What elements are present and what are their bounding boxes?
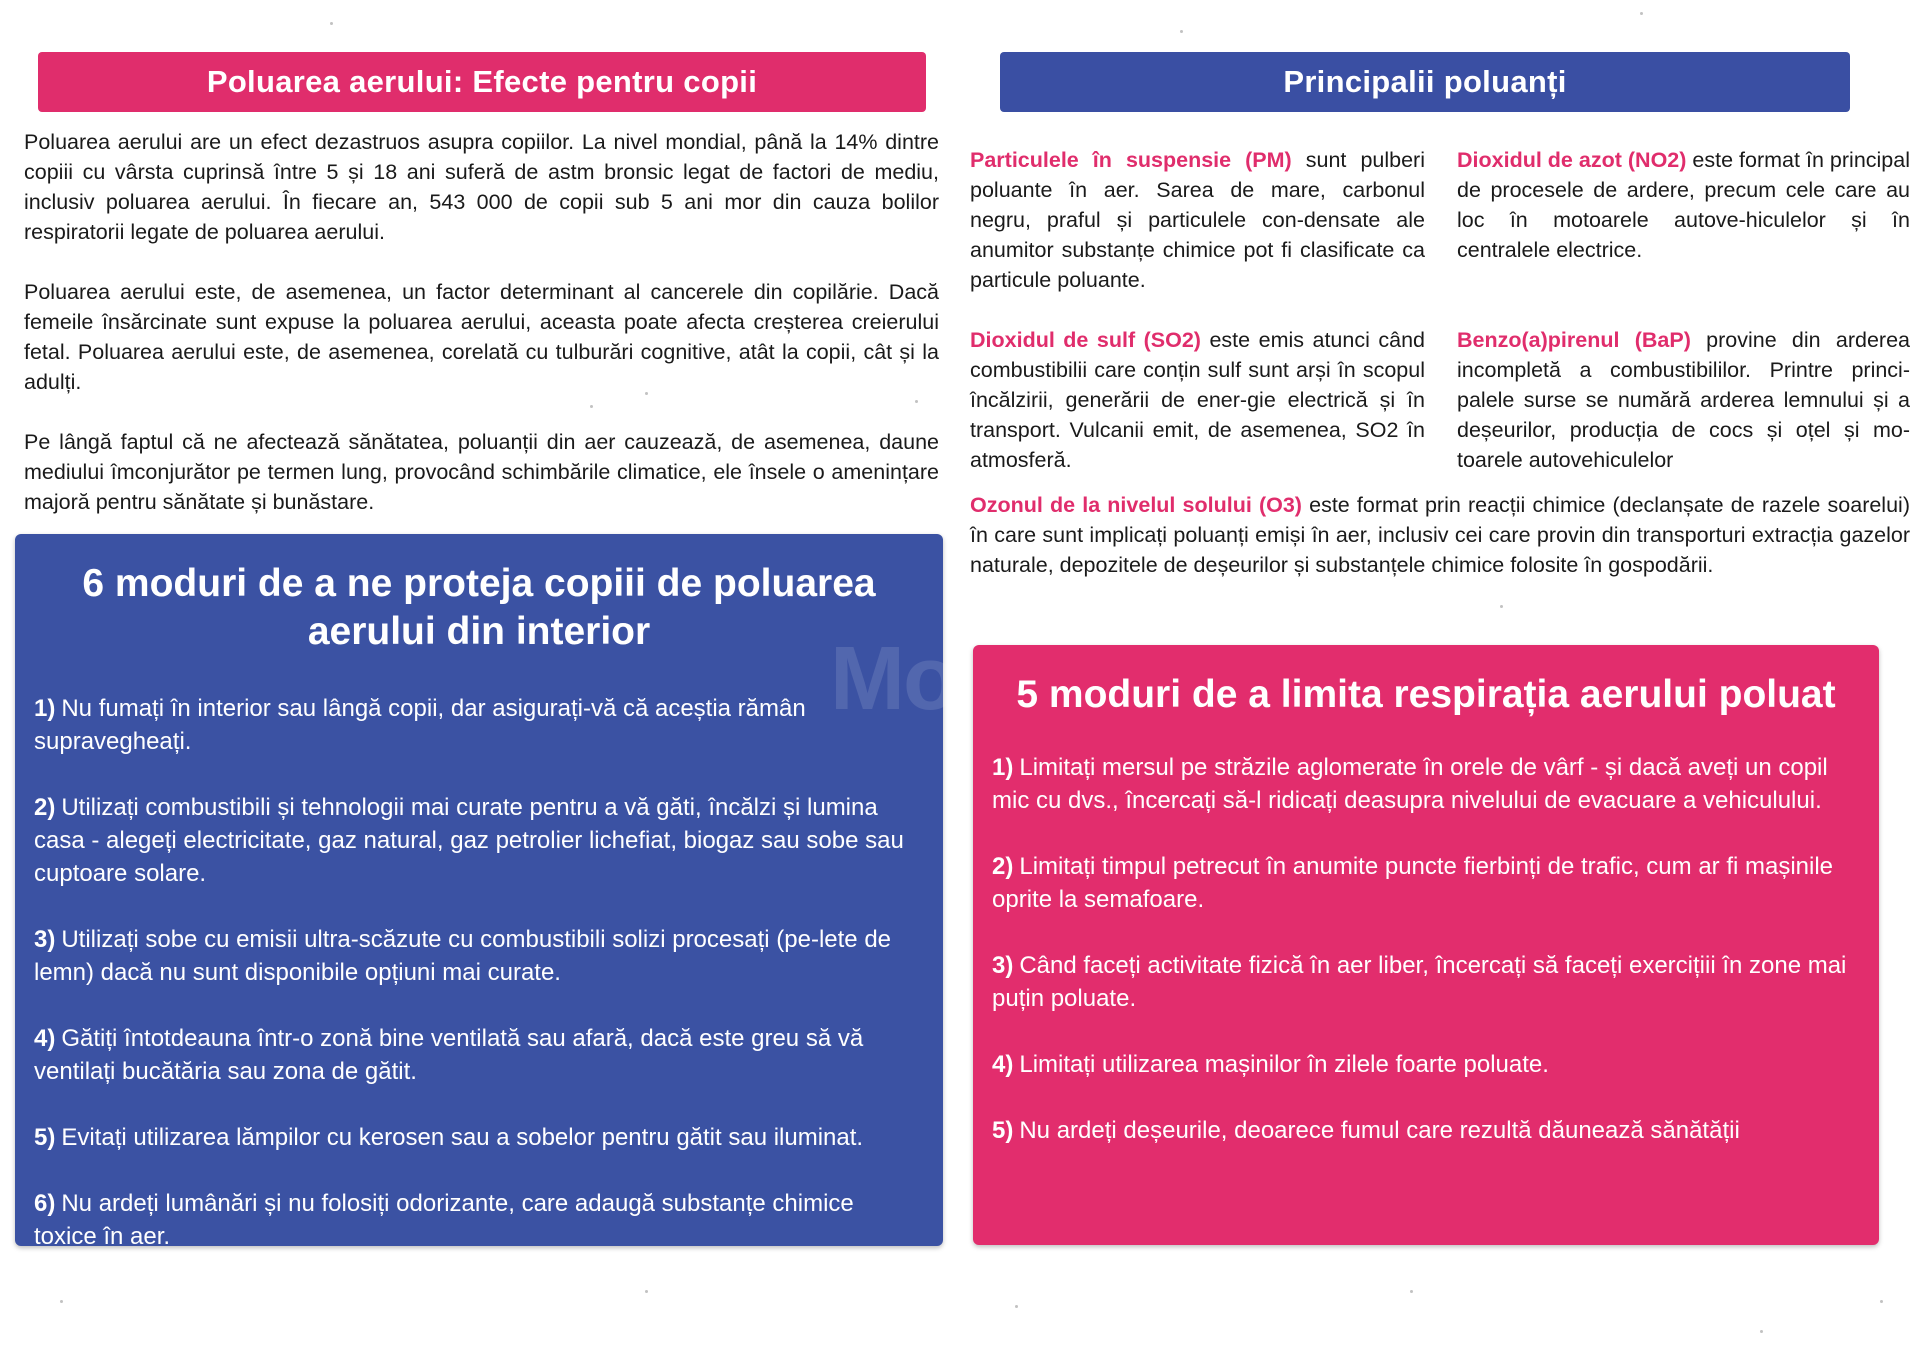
pollutant-name: Benzo(a)pirenul (BaP) — [1457, 328, 1691, 352]
item-text: Utilizați sobe cu emisii ultra-scăzute cu combustibili solizi procesați (pe-lete de lemn) dacă nu sunt disponibile opțiuni mai curate. — [34, 926, 892, 986]
list-item — [992, 850, 1849, 916]
pollutant-text: provine din arderea incompletă a combustibililor. Printre princi-palele surse se numără arderea lemnului și a deșeurilor, producția de cocs și oțel și mo-toarele autovehiculelor — [1457, 328, 1910, 472]
item-number: 3) — [992, 952, 1014, 979]
item-text: Nu ardeți deșeurile, deoarece fumul care rezultă dăunează sănătății — [1019, 1117, 1740, 1144]
item-text: Utilizați combustibili și tehnologii mai curate pentru a vă găti, încălzi și lumina casa - alegeți electricitate, gaz natural, gaz petrolier lichefiat, biogaz sau sobe sau cuptoare solare. — [34, 794, 904, 887]
indoor-protection-box — [15, 534, 943, 1250]
pollutant-name: Dioxidul de sulf (SO2) — [970, 328, 1201, 352]
intro-paragraph: Poluarea aerului are un efect dezastruos asupra copiilor. La nivel mondial, până la 14% dintre copiii cu vârsta cuprinsă între 5 și 18 ani suferă de astm bronsic legat de factori de mediu, inclusiv poluarea aerului. În fiecare an, 543 000 de copii sub 5 ani mor din cauza bolilor respiratorii legate de poluarea aerului. — [24, 130, 939, 244]
indoor-protection-list — [15, 656, 943, 1253]
pollutant-bap — [1457, 325, 1910, 475]
item-number: 2) — [34, 794, 56, 821]
pollutant-text: sunt pulberi poluante în aer. Sarea de mare, carbonul negru, praful și particulele con-densate ale anumitor substanțe chimice pot fi clasificate ca particule poluante. — [970, 148, 1425, 292]
intro-paragraph: Poluarea aerului este, de asemenea, un factor determinant al cancerele din copilărie. Dacă femeile însărcinate sunt expuse la poluarea aerului, aceasta poate afecta creșterea creierului fetal. Poluarea aerului este, de asemenea, corelată cu tulburări cognitive, atât la copii, cât și la adulți. — [24, 280, 939, 394]
intro-text — [24, 127, 939, 547]
list-item — [34, 791, 923, 890]
list-item — [34, 923, 923, 989]
item-number: 5) — [34, 1124, 56, 1151]
limit-breathing-title: 5 moduri de a limita respirația aerului poluat — [1016, 673, 1836, 716]
pollutant-text: este emis atunci când combustibilii care conțin sulf sunt arși în scopul încălzirii, generării de ener-gie electrică și în transport. Vulcanii emit, de asemenea, SO2 în atmosferă. — [970, 328, 1425, 472]
item-text: Gătiți întotdeauna într-o zonă bine ventilată sau afară, dacă este greu să vă ventilați bucătăria sau zona de gătit. — [34, 1025, 864, 1085]
indoor-protection-title: 6 moduri de a ne proteja copiii de poluarea aerului din interior — [82, 562, 876, 653]
item-number: 4) — [992, 1051, 1014, 1078]
limit-breathing-list — [973, 719, 1879, 1147]
item-text: Limitați timpul petrecut în anumite puncte fierbinți de trafic, cum ar fi mașinile oprite la semafoare. — [992, 853, 1834, 913]
item-number: 6) — [34, 1190, 56, 1217]
list-item — [992, 1048, 1849, 1081]
item-text: Limitați utilizarea mașinilor în zilele foarte poluate. — [1019, 1051, 1549, 1078]
item-text: Nu fumați în interior sau lângă copii, dar asigurați-vă că aceștia rămân supravegheați. — [34, 695, 806, 755]
item-text: Nu ardeți lumânări și nu folosiți odorizante, care adaugă substanțe chimice toxice în aer. — [34, 1190, 854, 1250]
pollutant-o3 — [970, 490, 1910, 580]
pollutant-name: Ozonul de la nivelul solului (O3) — [970, 493, 1302, 517]
list-item — [34, 692, 923, 758]
item-number: 5) — [992, 1117, 1014, 1144]
intro-paragraph: Pe lângă faptul că ne afectează sănătatea, poluanții din aer cauzează, de asemenea, daune mediului îmconjurător pe termen lung, provocând schimbările climatice, ele însele o amenințare majoră pentru sănătate și bunăstare. — [24, 430, 939, 514]
item-text: Evitați utilizarea lămpilor cu kerosen sau a sobelor pentru gătit sau iluminat. — [61, 1124, 864, 1151]
limit-breathing-box — [973, 645, 1879, 1245]
pollutant-no2 — [1457, 145, 1910, 265]
item-number: 1) — [992, 754, 1014, 781]
right-header: Principalii poluanți — [1000, 52, 1850, 112]
item-number: 3) — [34, 926, 56, 953]
right-column — [960, 0, 1920, 1357]
item-text: Când faceți activitate fizică în aer liber, încercați să faceți exercițiii în zone mai puțin poluate. — [992, 952, 1847, 1012]
list-item — [992, 751, 1849, 817]
pollutant-so2 — [970, 325, 1425, 475]
item-number: 4) — [34, 1025, 56, 1052]
item-number: 2) — [992, 853, 1014, 880]
list-item — [34, 1022, 923, 1088]
pollutant-text: este format în principal de procesele de ardere, precum cele care au loc în motoarele autove-hiculelor și în centralele electrice. — [1457, 148, 1910, 262]
list-item — [34, 1187, 923, 1253]
pollutant-pm — [970, 145, 1425, 295]
item-text: Limitați mersul pe străzile aglomerate în orele de vârf - și dacă aveți un copil mic cu dvs., încercați să-l ridicați deasupra nivelului de evacuare a vehiculului. — [992, 754, 1828, 814]
list-item — [992, 1114, 1849, 1147]
item-number: 1) — [34, 695, 56, 722]
list-item — [34, 1121, 923, 1154]
left-header: Poluarea aerului: Efecte pentru copii — [38, 52, 926, 112]
pollutant-name: Dioxidul de azot (NO2) — [1457, 148, 1687, 172]
pollutant-text: este format prin reacții chimice (declanșate de razele soarelui) în care sunt implicați poluanți emiși în aer, inclusiv cei care provin din transporturi extracția gazelor naturale, depozitele de deșeurilor și substanțele chimice folosite în gospodării. — [970, 493, 1910, 577]
list-item — [992, 949, 1849, 1015]
pollutant-name: Particulele în suspensie (PM) — [970, 148, 1292, 172]
